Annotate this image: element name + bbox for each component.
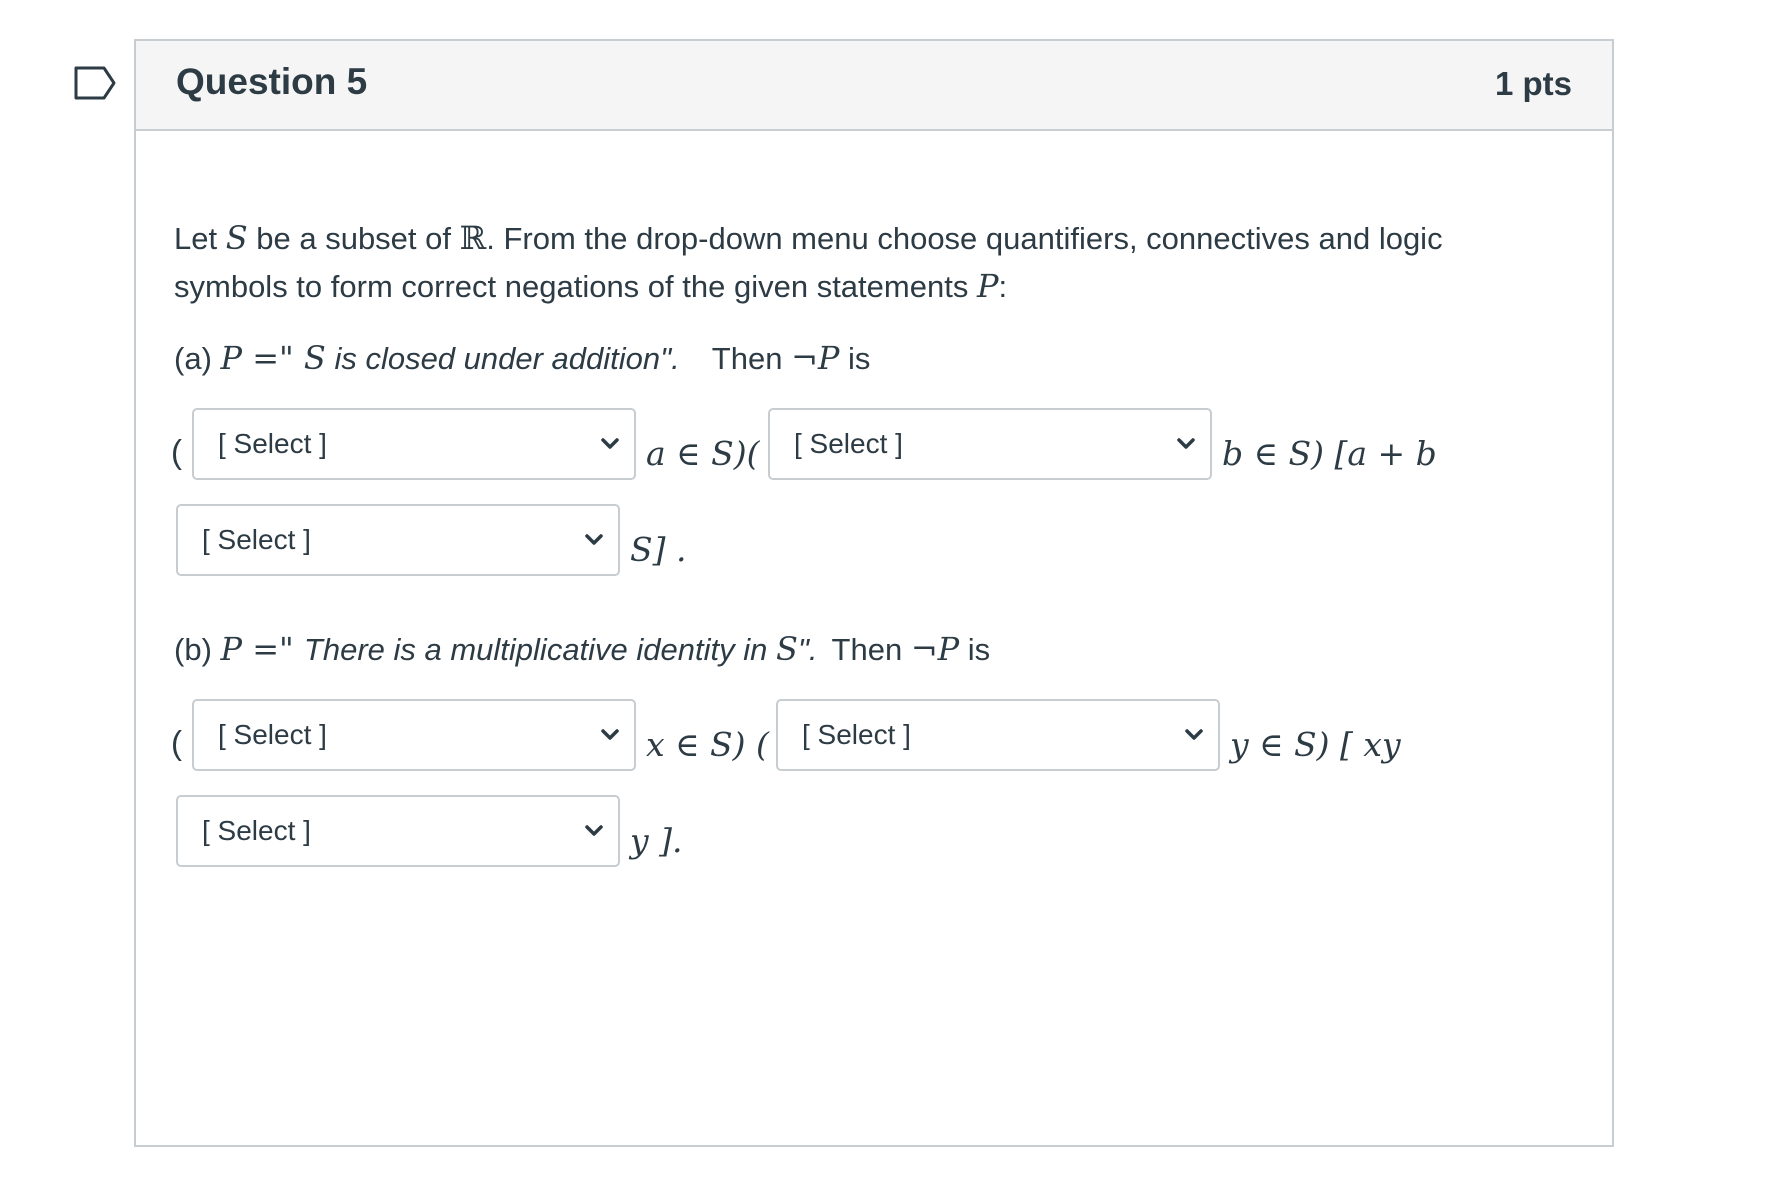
part-a-quantifier-select-2[interactable] bbox=[768, 408, 1212, 480]
part-a-frag-1: a ∈ S)( bbox=[646, 434, 760, 473]
chevron-down-icon bbox=[600, 728, 620, 742]
select-label: [ Select ] bbox=[202, 815, 311, 846]
question-points: 1 pts bbox=[1494, 65, 1572, 102]
question-card bbox=[134, 39, 1614, 1147]
prompt-line-2 bbox=[174, 266, 1007, 307]
set-symbol: S bbox=[776, 630, 798, 668]
statement-text: is closed under addition". bbox=[325, 341, 680, 376]
chevron-down-icon bbox=[584, 824, 604, 838]
prompt-text: be a subset of bbox=[247, 221, 460, 256]
then-text: Then bbox=[831, 632, 911, 667]
part-a-frag-3: S] . bbox=[630, 530, 687, 569]
p-symbol: P bbox=[220, 630, 243, 668]
then-text: Then bbox=[711, 341, 792, 376]
chevron-down-icon bbox=[600, 437, 620, 451]
select-label: [ Select ] bbox=[794, 428, 903, 459]
open-paren: ( bbox=[171, 433, 182, 470]
part-b-frag-3: y ]. bbox=[630, 821, 683, 860]
bookmark-flag-icon[interactable] bbox=[74, 66, 116, 100]
part-b-statement bbox=[174, 629, 990, 670]
chevron-down-icon bbox=[1184, 728, 1204, 742]
is-text: is bbox=[959, 632, 991, 667]
equals-quote: =" bbox=[242, 630, 304, 668]
part-b-quantifier-select-1[interactable] bbox=[192, 699, 636, 771]
part-b-label: (b) bbox=[174, 632, 221, 667]
chevron-down-icon bbox=[584, 533, 604, 547]
part-a-quantifier-select-1[interactable] bbox=[192, 408, 636, 480]
select-label: [ Select ] bbox=[218, 719, 327, 750]
part-b-frag-2: y ∈ S) [ xy bbox=[1230, 725, 1401, 764]
p-symbol: P bbox=[817, 339, 840, 377]
prompt-text: symbols to form correct negations of the given statements bbox=[174, 269, 977, 304]
set-symbol: S bbox=[303, 339, 326, 377]
negation-symbol: ¬ bbox=[791, 339, 818, 377]
part-a-statement bbox=[174, 338, 870, 379]
prompt-text: Let bbox=[174, 221, 226, 256]
select-label: [ Select ] bbox=[218, 428, 327, 459]
prompt-text: . From the drop-down menu choose quantifiers, connectives and logic bbox=[486, 221, 1443, 256]
prompt-text: : bbox=[998, 269, 1008, 304]
part-a-frag-2: b ∈ S) [a + b bbox=[1222, 434, 1437, 473]
question-header bbox=[136, 41, 1612, 131]
equals-quote: =" bbox=[242, 339, 304, 377]
part-b-quantifier-select-2[interactable] bbox=[776, 699, 1220, 771]
part-b-frag-1: x ∈ S) ( bbox=[646, 725, 769, 764]
part-a-label: (a) bbox=[174, 341, 221, 376]
question-title: Question 5 bbox=[176, 61, 368, 102]
negation-symbol: ¬ bbox=[910, 630, 938, 668]
select-label: [ Select ] bbox=[202, 524, 311, 555]
prompt-line-1 bbox=[174, 218, 1443, 259]
reals-symbol: ℝ bbox=[459, 219, 487, 257]
p-symbol: P bbox=[976, 267, 999, 305]
end-quote: ". bbox=[797, 632, 818, 667]
open-paren: ( bbox=[171, 724, 182, 761]
select-label: [ Select ] bbox=[802, 719, 911, 750]
part-a-connective-select[interactable] bbox=[176, 504, 620, 576]
p-symbol: P bbox=[937, 630, 960, 668]
set-symbol: S bbox=[225, 219, 248, 257]
part-b-connective-select[interactable] bbox=[176, 795, 620, 867]
chevron-down-icon bbox=[1176, 437, 1196, 451]
is-text: is bbox=[839, 341, 871, 376]
p-symbol: P bbox=[220, 339, 243, 377]
statement-text: There is a multiplicative identity in bbox=[303, 632, 776, 667]
